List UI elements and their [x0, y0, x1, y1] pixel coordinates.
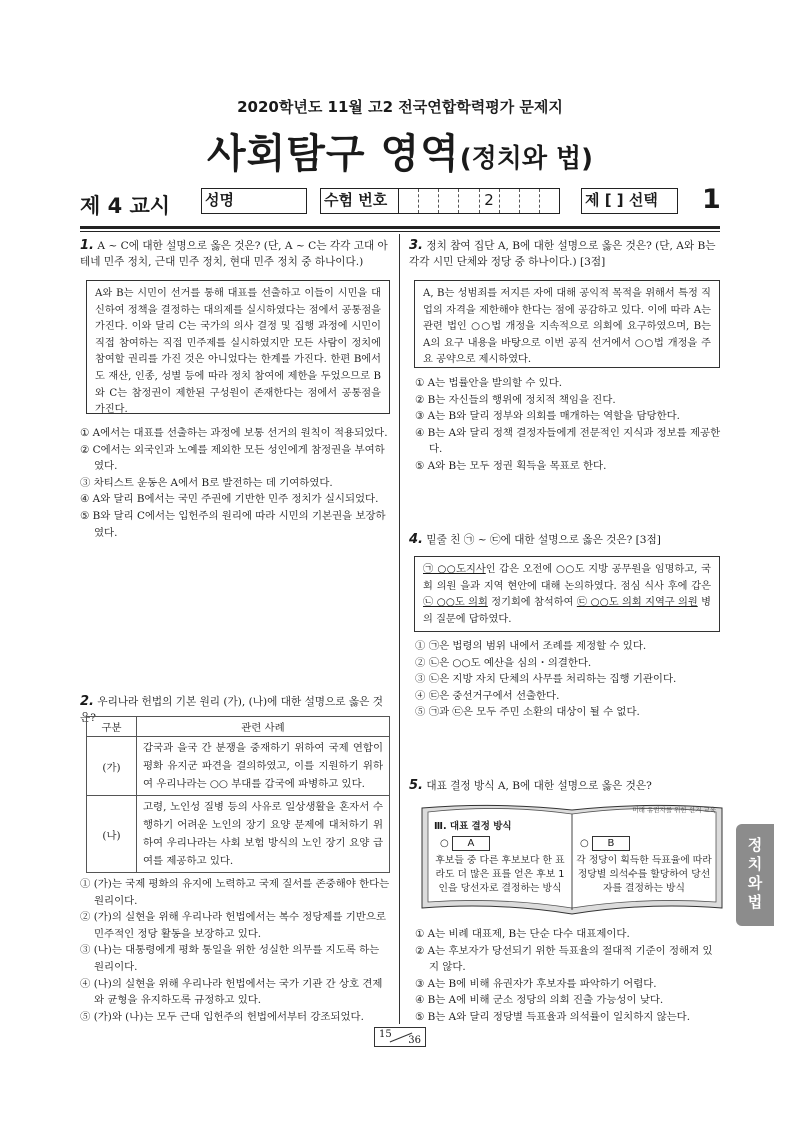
question-5-number: 5.: [409, 778, 423, 793]
subject-side-tab: [736, 824, 774, 926]
book-section-title: Ⅲ. 대표 결정 방식: [434, 821, 512, 832]
header-rule-thin: [80, 231, 720, 232]
option[interactable]: ⑤ ㉠과 ㉢은 모두 주민 소환의 대상이 될 수 없다.: [415, 706, 640, 719]
exam-number-label: 수험 번호: [321, 189, 399, 213]
side-tab-char: 법: [747, 893, 763, 911]
page-footer: [374, 1027, 426, 1047]
table-row: [87, 737, 390, 796]
question-2-number: 2.: [80, 694, 94, 709]
name-label: 성명: [205, 191, 234, 209]
option[interactable]: ③ 차티스트 운동은 A에서 B로 발전하는 데 기여하였다.: [80, 476, 333, 489]
question-4-options: [415, 638, 721, 721]
row-text: 갑국과 을국 간 분쟁을 중재하기 위하여 국제 연합이 평화 유지군 파견을 결의하였고, 이를 지원하기 위하여 우리나라는 ○○ 부대를 갑국에 파병하고 있다.: [137, 737, 390, 796]
passage-underline-a: ㉠ ○○도지사: [423, 564, 486, 575]
question-3-text: 정치 참여 집단 A, B에 대한 설명으로 옳은 것은? (단, A와 B는 각각 시민 단체와 정당 중 하나이다.) [3점]: [409, 240, 716, 268]
passage-underline-c: ㉢ ○○도 의회 지역구 의원: [576, 597, 698, 609]
question-5-stem: [409, 778, 721, 794]
option[interactable]: ③ ㉡은 지방 자치 단체의 사무를 처리하는 집행 기관이다.: [415, 673, 677, 686]
row-label: (나): [87, 796, 137, 873]
table-header-row: [87, 717, 390, 737]
option[interactable]: ⑤ B는 A와 달리 정당별 득표율과 의석률이 일치하지 않는다.: [415, 1010, 690, 1023]
question-2-text: 우리나라 헌법의 기본 원리 (가), (나)에 대한 설명으로 옳은 것은?: [80, 696, 383, 724]
question-1-options: [80, 425, 390, 541]
method-a-marker: ○ A: [440, 836, 490, 851]
exam-number-field[interactable]: [320, 188, 560, 214]
footer-total: 36: [408, 1035, 421, 1046]
question-3-number: 3.: [409, 238, 423, 253]
option[interactable]: ① A는 비례 대표제, B는 단순 다수 대표제이다.: [415, 928, 630, 940]
passage-text: 병의 질문에 답하였다.: [423, 597, 711, 625]
footer-page: 15: [379, 1029, 392, 1040]
method-b-description: 각 정당이 획득한 득표율에 따라 정당별 의석수를 할당하여 당선자를 결정하는 방식: [576, 855, 712, 894]
method-a-label: A: [452, 836, 490, 851]
question-2-options: [80, 876, 390, 1025]
open-book-figure: [418, 798, 726, 920]
option[interactable]: ① (가)는 국제 평화의 유지에 노력하고 국제 질서를 존중해야 한다는 원리이다.: [80, 878, 390, 907]
option[interactable]: ② A는 후보자가 당선되기 위한 득표율의 절대적 기준이 정해져 있지 않다.: [415, 944, 713, 974]
option[interactable]: ④ B는 A에 비해 군소 정당의 의회 진출 가능성이 낮다.: [415, 994, 664, 1007]
option[interactable]: ③ (나)는 대통령에게 평화 통일을 위한 성실한 의무를 지도록 하는 원리이다.: [80, 944, 380, 973]
subject-title-sub: (정치와 법): [459, 144, 594, 174]
exam-year-line: 2020학년도 11월 고2 전국연합학력평가 문제지: [237, 98, 563, 116]
subject-title: [0, 122, 800, 179]
question-1-number: 1.: [80, 238, 94, 253]
row-label: (가): [87, 737, 137, 796]
exam-number-cell: [540, 189, 559, 213]
exam-number-cell: [399, 189, 419, 213]
method-b-label: B: [592, 836, 630, 851]
option[interactable]: ① A는 법률안을 발의할 수 있다.: [415, 377, 563, 389]
question-4-number: 4.: [409, 532, 423, 547]
question-1-stem: [80, 238, 390, 270]
side-tab-char: 와: [747, 874, 763, 892]
exam-number-cell: [459, 189, 479, 213]
passage-text: 인 갑은 오전에 ○○도 지방 공무원을 임명하고, 국회 의원 을과 지역 현안에 대해 논의하였다. 점심 식사 후에 갑은: [423, 564, 711, 592]
row-text: 고령, 노인성 질병 등의 사유로 일상생활을 혼자서 수행하기 어려운 노인의 장기 요양 문제에 대처하기 위하여 우리나라는 사회 보험 방식의 노인 장기 요양 급여를 제공하고 있다.: [137, 796, 390, 873]
option[interactable]: ① A에서는 대표를 선출하는 과정에 보통 선거의 원칙이 적용되었다.: [80, 427, 388, 439]
exam-info-row: [80, 186, 720, 220]
choice-label: 제 [ ] 선택: [585, 191, 658, 209]
side-tab-char: 정: [747, 836, 763, 854]
option[interactable]: ⑤ A와 B는 모두 정권 획득을 목표로 한다.: [415, 459, 607, 472]
question-4-text: 밑줄 친 ㉠ ~ ㉢에 대한 설명으로 옳은 것은? [3점]: [426, 534, 661, 546]
book-caption: 미래 유권자를 위한 선거 교육: [632, 806, 716, 814]
question-3-passage: A, B는 성범죄를 저지른 자에 대해 공익적 목적을 위해서 특정 직업의 자격을 제한해야 한다는 점에 공감하고 있다. 이에 따라 A는 관련 법인 ○○법 개정을 지속적으로 의회에 요구하였으며, B는 A의 요구 내용을 바탕으로 이번 공직 선거에서 ○○법 개정을 주요 공약으로 제시하였다.: [414, 280, 720, 368]
question-5-options: [415, 926, 721, 1026]
option[interactable]: ② ㉡은 ○○도 예산을 심의・의결한다.: [415, 656, 592, 669]
choice-field[interactable]: [581, 188, 678, 214]
option[interactable]: ③ A는 B에 비해 유권자가 후보자를 파악하기 어렵다.: [415, 977, 657, 990]
column-divider: [399, 234, 400, 1024]
passage-underline-b: ㉡ ○○도 의회: [423, 597, 488, 609]
exam-number-cell: [500, 189, 520, 213]
period-label: 제 4 교시: [80, 194, 171, 218]
option[interactable]: ④ ㉢은 중선거구에서 선출한다.: [415, 689, 560, 702]
passage-text: 정기회에 참석하여: [487, 597, 577, 609]
subject-title-main: 사회탐구 영역: [206, 131, 460, 177]
option[interactable]: ④ B는 A와 달리 정책 결정자들에게 전문적인 지식과 정보를 제공한다.: [415, 426, 721, 456]
table-header: 관련 사례: [137, 717, 390, 737]
option[interactable]: ② (가)의 실현을 위해 우리나라 헌법에서는 복수 정당제를 기반으로 민주적인 정당 활동을 보장하고 있다.: [80, 911, 386, 940]
exam-number-cell: [419, 189, 439, 213]
option[interactable]: ⑤ (가)와 (나)는 모두 근대 입헌주의 헌법에서부터 강조되었다.: [80, 1010, 364, 1023]
question-4-passage: [414, 556, 720, 632]
question-5-text: 대표 결정 방식 A, B에 대한 설명으로 옳은 것은?: [426, 780, 652, 792]
option[interactable]: ④ (나)의 실현을 위해 우리나라 헌법에서는 국가 기관 간 상호 견제와 균형을 유지하도록 규정하고 있다.: [80, 977, 383, 1007]
question-3-stem: [409, 238, 721, 270]
option[interactable]: ② B는 자신들의 행위에 정치적 책임을 진다.: [415, 393, 616, 406]
question-4-stem: [409, 532, 721, 548]
table-header: 구분: [87, 717, 137, 737]
question-1-text: A ~ C에 대한 설명으로 옳은 것은? (단, A ~ C는 각각 고대 아테네 민주 정치, 근대 민주 정치, 현대 민주 정치 중 하나이다.): [80, 240, 388, 268]
question-3-options: [415, 375, 721, 475]
exam-number-cell: [439, 189, 459, 213]
option[interactable]: ① ㉠은 법령의 범위 내에서 조례를 제정할 수 있다.: [415, 640, 647, 652]
name-field[interactable]: [201, 188, 307, 214]
table-row: [87, 796, 390, 873]
question-2-table: [86, 716, 390, 873]
method-a-description: 후보들 중 다른 후보보다 한 표라도 더 많은 표를 얻은 후보 1인을 당선자로 결정하는 방식: [435, 855, 565, 894]
option[interactable]: ⑤ B와 달리 C에서는 입헌주의 원리에 따라 시민의 기본권을 보장하였다.: [80, 509, 386, 539]
page-number: 1: [702, 184, 721, 215]
question-1-passage: A와 B는 시민이 선거를 통해 대표를 선출하고 이들이 시민을 대신하여 정책을 결정하는 대의제를 실시하였다는 점에서 공통점을 가진다. 이와 달리 C는 국가의 의사 결정 및 집행 과정에 시민이 직접 참여하는 직접 민주제를 실시하였지만 모든 사람이 정치에 참여할 권리를 가진 것은 아니었다는 한계를 가진다. 한편 B에서도 재산, 인종, 성별 등에 따라 정치 참여에 제한을 두었으므로 B와 C는 참정권이 제한된 구성원이 존재한다는 점에서 공통점을 가진다.: [86, 280, 390, 414]
option[interactable]: ② C에서는 외국인과 노예를 제외한 모든 성인에게 참정권을 부여하였다.: [80, 443, 385, 473]
exam-number-cell: 2: [480, 189, 500, 213]
side-tab-char: 치: [747, 855, 763, 873]
header-rule: [80, 226, 720, 229]
option[interactable]: ④ A와 달리 B에서는 국민 주권에 기반한 민주 정치가 실시되었다.: [80, 493, 379, 506]
exam-number-cell: [520, 189, 540, 213]
method-b-marker: ○ B: [580, 836, 630, 851]
option[interactable]: ③ A는 B와 달리 정부와 의회를 매개하는 역할을 담당한다.: [415, 410, 680, 423]
